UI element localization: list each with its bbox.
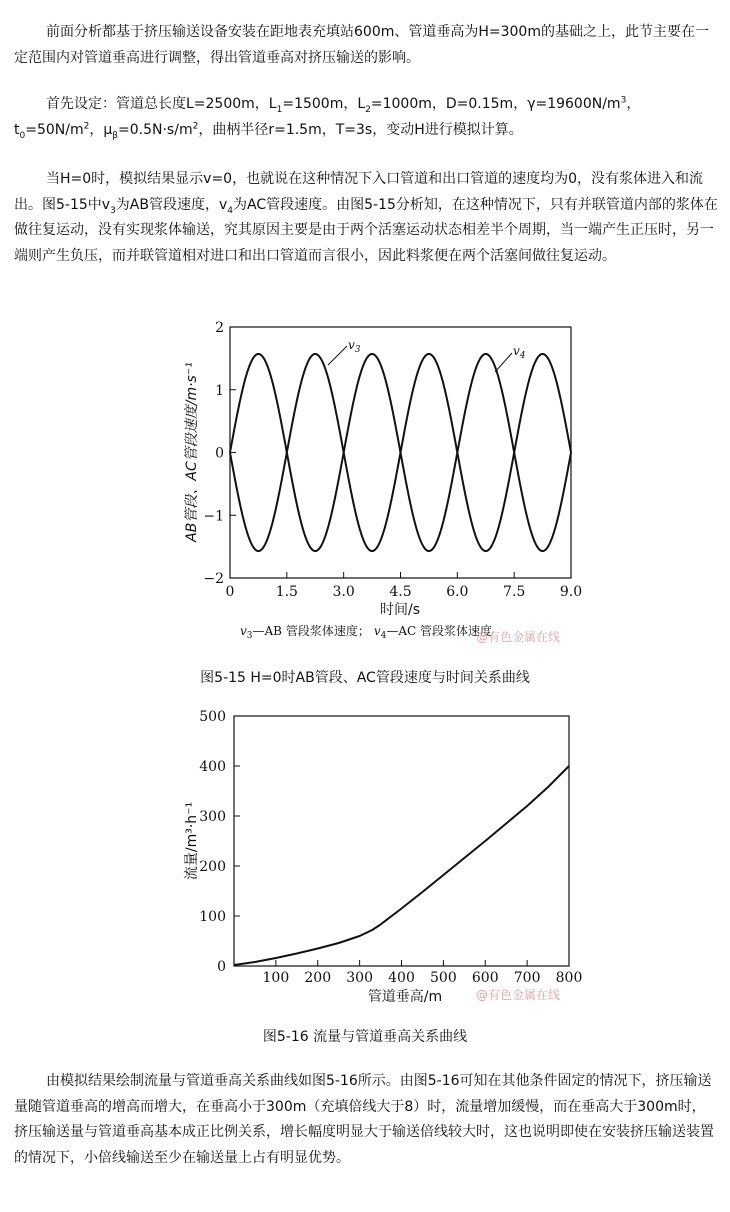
x-tick-label: 800 [555, 970, 583, 986]
flow-chart [0, 700, 730, 1010]
param-text: ，t [14, 96, 641, 138]
analysis-text: 为AC管段速度。由图5-15分析知，在这种情况下，只有并联管道内部的浆体在做往复运动，没有实现浆体输送，究其原因主要是由于两个活塞运动状态相差半个周期，当一端产生正压时，另一端则产生负压，而并联管道相对进口和出口管道而言很小，因此料浆便在两个活塞间做往复运动。 [14, 196, 718, 264]
x-tick-label: 100 [262, 970, 290, 986]
param-text: =0.5N·s/m [118, 121, 193, 138]
param-sub: 0 [19, 130, 26, 141]
y-tick-label: −2 [203, 571, 224, 587]
y-tick-label: 2 [215, 320, 224, 336]
param-text: =1500m，L [282, 96, 366, 112]
param-sup: 3 [620, 95, 627, 106]
series-leader-v4 [495, 353, 512, 372]
y-tick-label: 400 [199, 759, 226, 775]
x-tick-label: 6.0 [446, 584, 469, 600]
analysis-text: 为AB管段速度，v [115, 196, 228, 213]
figure-caption-5-15: 图5-15 H=0时AB管段、AC管段速度与时间关系曲线 [200, 670, 530, 686]
series-label-v4: $v_4$ [513, 344, 526, 361]
x-axis-label: 管道垂高/m [367, 989, 443, 1005]
param-text: ，曲柄半径r=1.5m，T=3s，变动H进行模拟计算。 [198, 121, 523, 138]
analysis-text: 当H=0时，模拟结果显示v=0，也就说在这种情况下入口管道和出口管道的速度均为0，没有浆体进入和流出。图5-15中v [14, 171, 703, 213]
legend-note: $v_3—AB$ 管段浆体速度； $v_4—AC$ 管段浆体速度 [240, 624, 493, 641]
x-tick-label: 1.5 [275, 584, 298, 600]
x-tick-label: 200 [304, 970, 332, 986]
x-tick-label: 9.0 [559, 584, 583, 600]
analysis-sub: 3 [110, 205, 116, 216]
x-tick-label: 600 [471, 970, 499, 986]
paragraph-intro: 前面分析都基于挤压输送设备安装在距地表充填站600m、管道垂高为H=300m的基础之上，此节主要在一定范围内对管道垂高进行调整，得出管道垂高对挤压输送的影响。 [14, 24, 709, 66]
paragraph-conclusion: 由模拟结果绘制流量与管道垂高关系曲线如图5-16所示。由图5-16可知在其他条件固定的情况下，挤压输送量随管道垂高的增高而增大，在垂高小于300m（充填倍线大于8）时，流量增加缓慢，而在垂高大于300m时，挤压输送量与管道垂高基本成正比例关系，增长幅度明显大于输送倍线较大时，这也说明即使在安装挤压输送装置的情况下，小倍线输送至少在输送量上占有明显优势。 [14, 1073, 714, 1166]
watermark: @有色金属在线 [476, 988, 561, 1002]
x-tick-label: 700 [513, 970, 541, 986]
y-tick-label: −1 [203, 508, 224, 525]
x-tick-label: 7.5 [503, 584, 526, 600]
y-tick-label: 500 [199, 709, 226, 725]
x-tick-label: 300 [346, 970, 373, 986]
watermark: @有色金属在线 [476, 630, 561, 644]
param-text: =50N/m [25, 121, 84, 138]
y-tick-label: 200 [199, 859, 226, 875]
x-tick-label: 500 [430, 970, 457, 986]
y-tick-label: 100 [199, 909, 226, 925]
series-line-v4 [230, 354, 571, 551]
y-axis-label: 流量/m³·h⁻¹ [184, 801, 200, 881]
x-tick-label: 0 [225, 584, 235, 600]
analysis-sub: 4 [227, 205, 233, 216]
y-tick-label: 0 [217, 959, 226, 975]
flow-curve [234, 766, 569, 965]
param-sub: β [112, 130, 119, 141]
y-tick-label: 1 [215, 382, 224, 399]
param-sub: 1 [276, 104, 283, 115]
y-tick-label: 0 [215, 445, 224, 462]
x-tick-label: 4.5 [389, 584, 412, 600]
paragraph-analysis [14, 167, 718, 269]
y-tick-label: 300 [199, 809, 226, 825]
series-leader-v3 [328, 346, 347, 365]
param-text: ，μ [89, 121, 113, 138]
velocity-chart [0, 310, 730, 655]
paragraph-parameters [14, 92, 718, 143]
param-text: 首先设定：管道总长度L=2500m，L [46, 96, 277, 112]
y-axis-label: AB管段、AC管段速度/m·s⁻¹ [184, 362, 200, 542]
param-sup: 2 [83, 120, 90, 131]
x-tick-label: 3.0 [332, 584, 355, 600]
plot-frame [234, 716, 569, 966]
series-label-v3: $v_3$ [348, 338, 361, 355]
param-text: =1000m，D=0.15m，γ=19600N/m [370, 96, 621, 112]
x-tick-label: 400 [388, 970, 415, 986]
figure-caption-5-16: 图5-16 流量与管道垂高关系曲线 [262, 1029, 468, 1045]
param-sup: 2 [192, 120, 199, 131]
param-sub: 2 [365, 104, 371, 115]
x-axis-label: 时间/s [379, 602, 421, 618]
